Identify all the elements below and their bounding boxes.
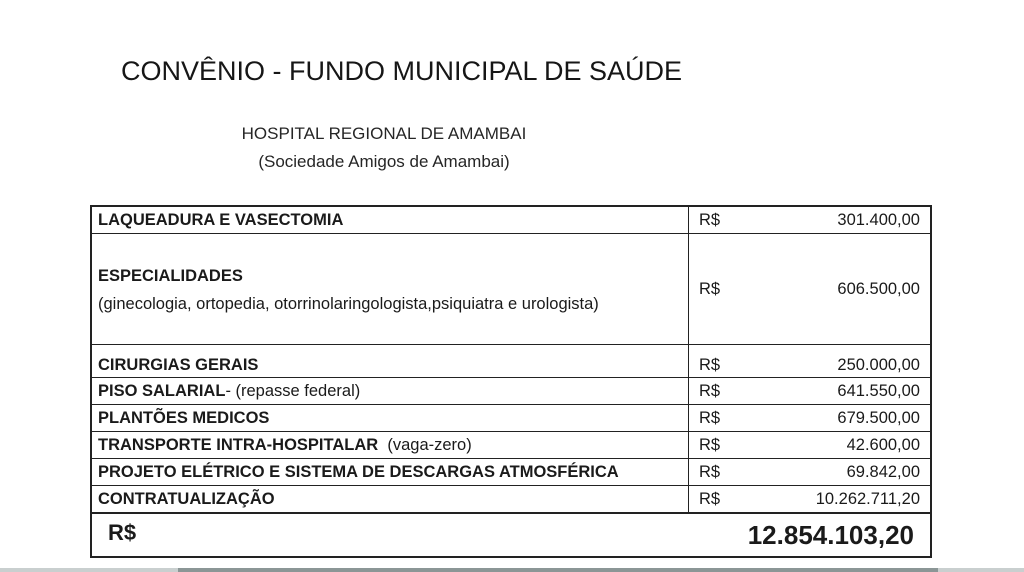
amount-value: 679.500,00 (837, 408, 920, 427)
row-amount (689, 459, 932, 486)
currency-symbol: R$ (699, 408, 721, 427)
row-amount (689, 486, 932, 514)
currency-symbol: R$ (699, 279, 721, 298)
row-label: CONTRATUALIZAÇÃO (91, 486, 689, 514)
row-amount (689, 432, 932, 459)
row-label: PROJETO ELÉTRICO E SISTEMA DE DESCARGAS ATMOSFÉRICA (91, 459, 689, 486)
row-label: PLANTÕES MEDICOS (91, 405, 689, 432)
amount-value: 250.000,00 (837, 356, 920, 374)
table-row (91, 432, 931, 459)
table-row (91, 345, 931, 378)
table-row (91, 206, 931, 234)
total-value: 12.854.103,20 (747, 519, 914, 550)
row-amount (689, 234, 932, 345)
row-label: CIRURGIAS GERAIS (91, 345, 689, 378)
row-label: LAQUEADURA E VASECTOMIA (91, 206, 689, 234)
hospital-name: HOSPITAL REGIONAL DE AMAMBAI (241, 124, 527, 143)
total-row (91, 513, 931, 557)
currency-symbol: R$ (699, 435, 721, 454)
row-label: TRANSPORTE INTRA-HOSPITALAR (vaga-zero) (91, 432, 689, 459)
currency-symbol: R$ (699, 462, 721, 481)
row-label: PISO SALARIAL- (repasse federal) (91, 378, 689, 405)
currency-symbol: R$ (699, 210, 721, 229)
row-amount (689, 378, 932, 405)
amount-value: 606.500,00 (837, 279, 920, 298)
currency-symbol: R$ (699, 356, 721, 374)
amount-value: 301.400,00 (837, 210, 920, 229)
budget-table (90, 205, 932, 558)
document-title: CONVÊNIO - FUNDO MUNICIPAL DE SAÚDE (121, 56, 683, 86)
amount-value: 10.262.711,20 (815, 489, 920, 508)
organization-name: (Sociedade Amigos de Amambai) (258, 152, 510, 171)
specialties-note: (ginecologia, ortopedia, otorrinolaringologista,psiquiatra e urologista) (98, 295, 599, 313)
row-amount (689, 206, 932, 234)
table-row (91, 486, 931, 514)
amount-value: 69.842,00 (846, 462, 920, 481)
amount-value: 42.600,00 (846, 435, 920, 454)
table-row (91, 234, 931, 345)
currency-symbol: R$ (699, 381, 721, 400)
row-amount (689, 405, 932, 432)
total-currency: R$ (108, 519, 137, 545)
total-cell (91, 513, 931, 557)
amount-value: 641.550,00 (837, 381, 920, 400)
currency-symbol: R$ (699, 489, 721, 508)
table-row (91, 405, 931, 432)
row-amount (689, 345, 932, 378)
row-label: ESPECIALIDADES (ginecologia, ortopedia, otorrinolaringologista,psiquiatra e urologista) (91, 234, 689, 345)
table-row (91, 378, 931, 405)
bottom-divider (0, 568, 1024, 572)
table-row (91, 459, 931, 486)
